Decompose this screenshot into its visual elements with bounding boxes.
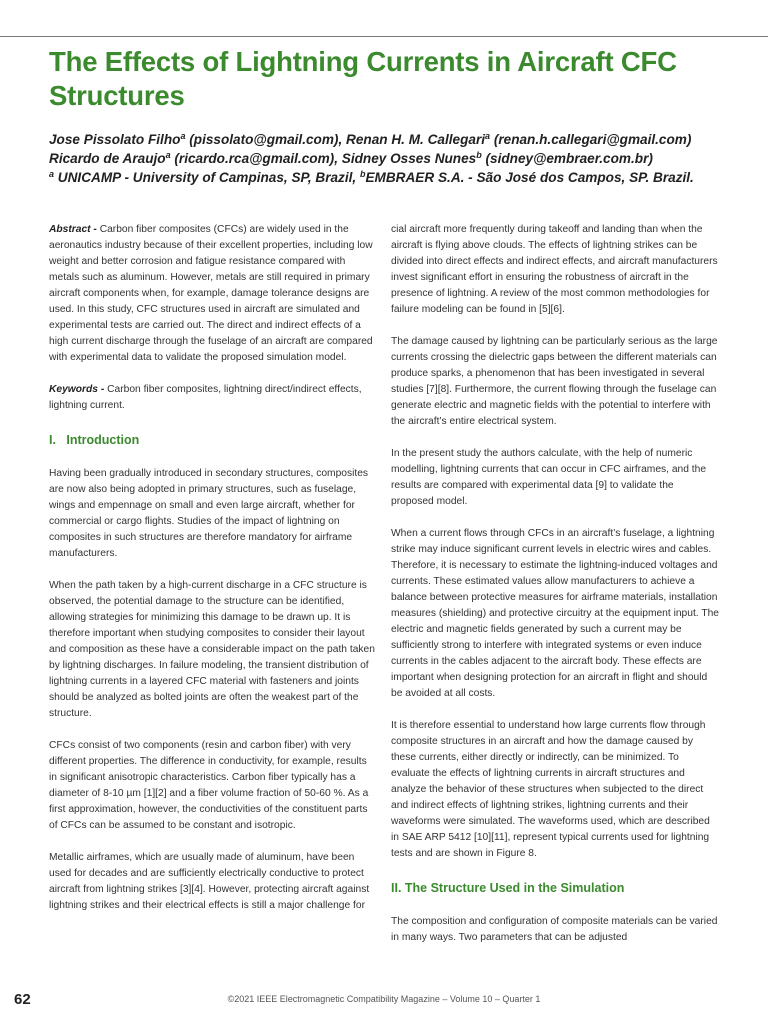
author-email: (pissolato@gmail.com), bbox=[189, 132, 343, 147]
affiliation-marker: a bbox=[49, 169, 55, 179]
author-name: Jose Pissolato Filho bbox=[49, 132, 181, 147]
author-email: (ricardo.rca@gmail.com), bbox=[174, 151, 338, 166]
affiliation-marker: a bbox=[165, 150, 171, 160]
affiliation: UNICAMP - University of Campinas, SP, Brazil, bbox=[57, 170, 357, 185]
author-email: (sidney@embraer.com.br) bbox=[485, 151, 653, 166]
section-heading-structure: II. The Structure Used in the Simulation bbox=[391, 881, 625, 895]
body-paragraph: When a current flows through CFCs in an aircraft’s fuselage, a lightning strike may induce significant current levels in electric wires and cables. Therefore, it is necessary to estimate the lightning-induced voltages and currents. These estimated values allow manufacturers to achieve a balance between protective measures for airframe materials, installation measures (shielding) and protective circuitry at the equipment input. The electric and magnetic fields generated by such a current may be sufficiently strong to interfere with integrated systems or even induce currents in the cables adjacent to the aircraft body. These effects are important when designing protection for an aircraft in flight and should be avoided at all costs. bbox=[391, 528, 719, 699]
body-paragraph: When the path taken by a high-current discharge in a CFC structure is observed, the potential damage to the structure can be identified, allowing strategies for minimizing this damage to be drawn up. It is therefore important when studying composites to consider their layout and composition as these have a considerable impact on the path taken by lightning discharges. In failure modeling, the transient distribution of lightning currents in a layered CFC material with fasteners and joints should be analyzed as bolted joints are often the weakest part of the structure. bbox=[49, 580, 375, 719]
abstract-label: Abstract - bbox=[49, 224, 97, 235]
body-paragraph: In the present study the authors calculate, with the help of numeric modelling, lightning currents that can occur in CFC airframes, and the results are compared with experimental data [9] to validate the proposed model. bbox=[391, 448, 707, 507]
body-paragraph-continued: cial aircraft more frequently during takeoff and landing than when the aircraft is flying above clouds. The effects of lightning strikes can be divided into direct effects and indirect effects, and aircraft manufacturers invest significant effort in ensuring the robustness of aircraft in the presence of lightning. A review of the most common methodologies for failure modeling can be found in [5][6]. bbox=[391, 224, 718, 315]
section-heading-introduction: I. Introduction bbox=[49, 433, 140, 447]
affiliation-marker: b bbox=[476, 150, 482, 160]
right-column bbox=[391, 222, 719, 946]
body-paragraph: Having been gradually introduced in secondary structures, composites are now also being adopted in primary structures, such as fuselage, wings and empennage on small and even large aircraft, whether for commercial or cargo flights. Studies of the impact of lightning on composites in such structures are therefore mandatory for airframe manufacturers. bbox=[49, 468, 369, 559]
keywords-text: Carbon fiber composites, lightning direct/indirect effects, lightning current. bbox=[49, 384, 362, 411]
body-paragraph: CFCs consist of two components (resin and carbon fiber) with very different properties. The difference in conductivity, for example, results in significant anisotropic characteristics. Carbon fiber typically has a diameter of 8-10 µm [1][2] and a fiber volume fraction of 50-60 %. As a first approximation, however, the conductivities of the constituent parts of CFCs can be assumed to be constant and isotropic. bbox=[49, 740, 369, 831]
author-name: Renan H. M. Callegari bbox=[346, 132, 486, 147]
body-paragraph: It is therefore essential to understand how large currents flow through composite structures in an aircraft and how the damage caused by these currents, either directly or indirectly, can be minimized. To evaluate the effects of lightning currents in aircraft structures and analyze the behavior of these structures when subjected to the direct and indirect effects of lightning strikes, lightning currents and their waveforms were simulated. The waveforms used, which are described in SAE ARP 5412 [10][11], represent typical currents used for lightning tests and are shown in Figure 8. bbox=[391, 720, 710, 859]
body-paragraph: The damage caused by lightning can be particularly serious as the large currents crossing the dielectric gaps between the different materials can produce sparks, a phenomenon that has been investigated in several studies [7][8]. Furthermore, the current flowing through the fuselage can generate electric and magnetic fields with the potential to interfere with the aircraft’s entire electrical system. bbox=[391, 336, 718, 427]
author-line-1 bbox=[49, 130, 749, 149]
affiliation-marker: b bbox=[359, 169, 366, 179]
affiliation-marker: a bbox=[485, 131, 491, 141]
paper-title: The Effects of Lightning Currents in Aircraft CFC Structures bbox=[49, 46, 677, 111]
page-number: 62 bbox=[14, 991, 31, 1008]
keywords bbox=[49, 382, 377, 414]
footer: ©2021 IEEE Electromagnetic Compatibility Magazine – Volume 10 – Quarter 1 bbox=[227, 994, 541, 1004]
affiliation: EMBRAER S.A. - São José dos Campos, SP. Brazil. bbox=[365, 170, 694, 185]
abstract bbox=[49, 222, 377, 366]
author-line-2 bbox=[49, 149, 749, 168]
affiliation-marker: a bbox=[180, 131, 186, 141]
author-name: Sidney Osses Nunes bbox=[341, 151, 477, 166]
body-paragraph: Metallic airframes, which are usually made of aluminum, have been used for decades and are sufficiently electrically conductive to protect aircraft from lightning strikes [3][4]. However, protecting aircraft against lightning strikes and their electrical effects is still a major challenge for bbox=[49, 852, 370, 911]
left-column bbox=[49, 222, 377, 914]
keywords-label: Keywords - bbox=[49, 384, 105, 395]
abstract-text: Carbon fiber composites (CFCs) are widely used in the aeronautics industry because of their excellent properties, including low weight and better corrosion and fatigue resistance compared with metals such as aluminum. However, metals are still required in primary aircraft components when, for example, damage tolerance designs are used. In this study, CFC structures used in aircraft are simulated and experimental tests are carried out. The direct and indirect effects of a high current discharge through the fuselage of an aircraft are compared with experimental data to validate the proposed simulation model. bbox=[49, 224, 373, 363]
author-email: (renan.h.callegari@gmail.com) bbox=[493, 132, 692, 147]
author-block bbox=[49, 130, 749, 187]
top-rule bbox=[0, 36, 768, 37]
affiliation-line bbox=[49, 168, 749, 187]
author-name: Ricardo de Araujo bbox=[49, 151, 166, 166]
body-paragraph: The composition and configuration of composite materials can be varied in many ways. Two parameters that can be adjusted bbox=[391, 916, 718, 943]
